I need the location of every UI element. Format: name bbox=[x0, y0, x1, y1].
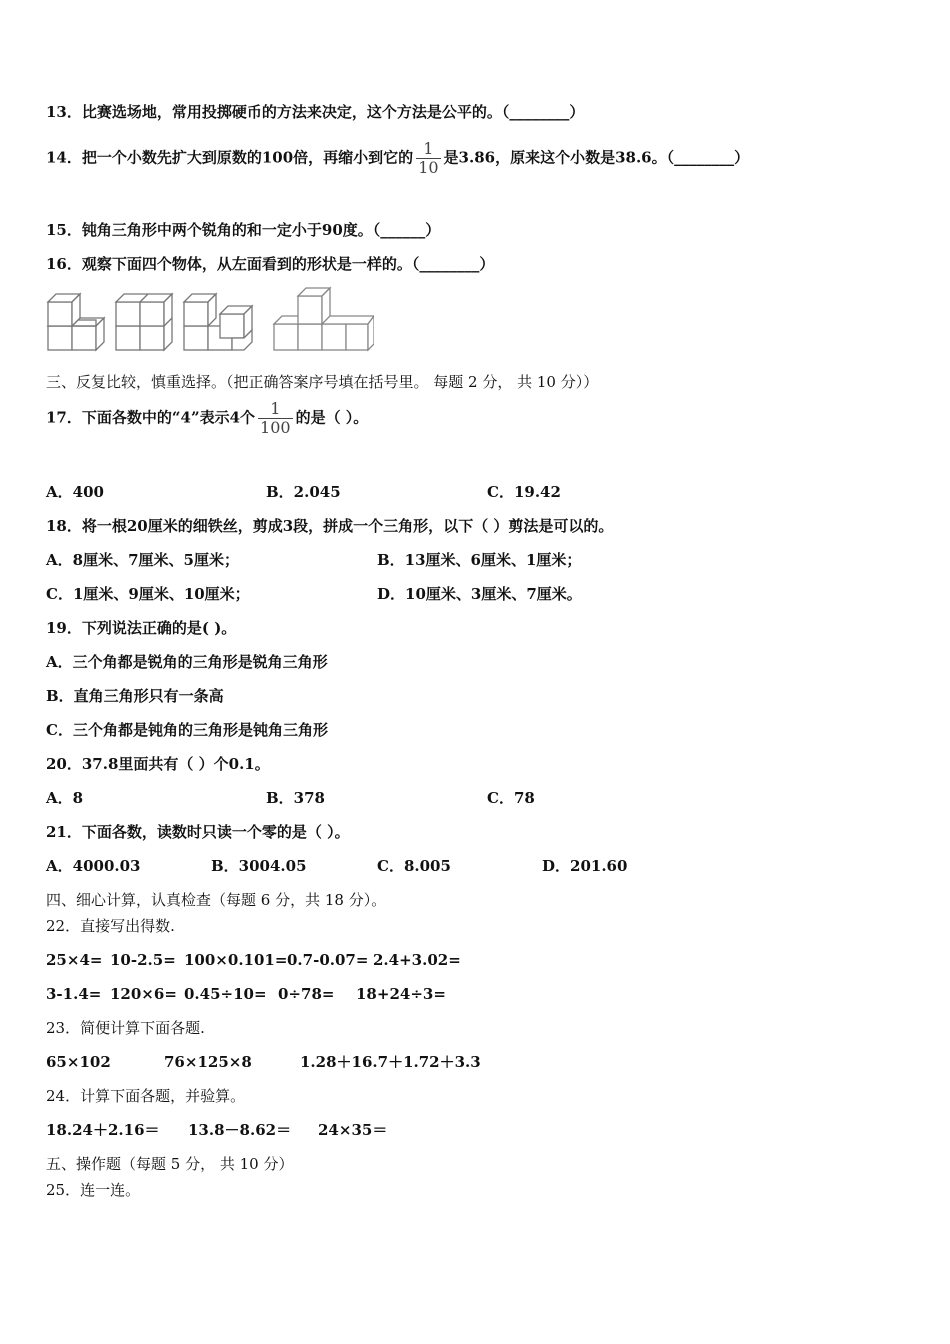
option-d[interactable]: D．201.60 bbox=[542, 857, 628, 875]
question-23-text: 23．简便计算下面各题. bbox=[46, 1019, 205, 1037]
option-c[interactable]: C．三个角都是钝角的三角形是钝角三角形 bbox=[46, 721, 328, 739]
calc-item: 25×4= bbox=[46, 951, 103, 969]
calc-item: 0÷78= bbox=[278, 985, 335, 1003]
fraction-one-hundredth bbox=[258, 400, 293, 437]
question-24-text: 24．计算下面各题，并验算。 bbox=[46, 1087, 246, 1105]
option-a[interactable]: A．8 bbox=[46, 789, 84, 807]
option-b[interactable]: B．直角三角形只有一条高 bbox=[46, 687, 224, 705]
question-18-text: 18．将一根20厘米的细铁丝，剪成3段，拼成一个三角形，以下（ ）剪法是可以的。 bbox=[46, 517, 614, 535]
calc-item: 120×6= bbox=[110, 985, 177, 1003]
question-22-text: 22．直接写出得数. bbox=[46, 917, 175, 935]
calc-item: 3-1.4= bbox=[46, 985, 102, 1003]
question-17 bbox=[46, 400, 368, 437]
option-b[interactable]: B．3004.05 bbox=[211, 857, 307, 875]
calc-item: 76×125×8 bbox=[164, 1053, 252, 1071]
answer-blank[interactable]: （________） bbox=[501, 103, 585, 121]
question-17-text-pre: 17．下面各数中的“4”表示4个 bbox=[46, 408, 256, 427]
answer-blank[interactable]: （________） bbox=[411, 255, 495, 273]
calc-item: 100×0.101= bbox=[184, 951, 288, 969]
fraction-denominator: 10 bbox=[418, 158, 439, 177]
option-a[interactable]: A．4000.03 bbox=[46, 857, 141, 875]
calc-item: 18.24＋2.16＝ bbox=[46, 1121, 160, 1139]
question-19-text: 19．下列说法正确的是( )。 bbox=[46, 619, 237, 637]
calc-item: 65×102 bbox=[46, 1053, 111, 1071]
question-13-text: 13．比赛选场地，常用投掷硬币的方法来决定，这个方法是公平的。 bbox=[46, 103, 502, 121]
option-a[interactable]: A．400 bbox=[46, 483, 104, 501]
question-17-text-post: 的是（ ）。 bbox=[295, 408, 369, 427]
question-15-text: 15．钝角三角形中两个锐角的和一定小于90度。 bbox=[46, 221, 373, 239]
question-16-text: 16．观察下面四个物体，从左面看到的形状是一样的。 bbox=[46, 255, 412, 273]
question-14 bbox=[46, 140, 749, 177]
cube-figure-3 bbox=[184, 294, 252, 350]
section-4-title: 四、细心计算，认真检查（每题 6 分，共 18 分）。 bbox=[46, 891, 387, 909]
calc-item: 0.7-0.07= bbox=[287, 951, 369, 969]
question-25-text: 25．连一连。 bbox=[46, 1181, 141, 1199]
calc-item: 13.8－8.62＝ bbox=[188, 1121, 292, 1139]
calc-item: 24×35＝ bbox=[318, 1121, 388, 1139]
fraction-numerator: 1 bbox=[270, 399, 281, 418]
cube-figure-2 bbox=[116, 294, 172, 350]
answer-blank[interactable]: （________） bbox=[666, 148, 750, 167]
cube-figures bbox=[44, 286, 374, 356]
question-14-text-pre: 14．把一个小数先扩大到原数的100倍，再缩小到它的 bbox=[46, 148, 414, 167]
option-d[interactable]: D．10厘米、3厘米、7厘米。 bbox=[377, 585, 582, 603]
option-c[interactable]: C．78 bbox=[487, 789, 535, 807]
fraction-one-tenth bbox=[416, 140, 440, 177]
calc-item: 18+24÷3= bbox=[356, 985, 446, 1003]
calc-item: 2.4+3.02= bbox=[373, 951, 461, 969]
fraction-numerator: 1 bbox=[423, 139, 434, 158]
cube-figure-4 bbox=[274, 288, 374, 350]
answer-blank[interactable]: （______） bbox=[372, 221, 441, 239]
cube-figure-1 bbox=[48, 294, 104, 350]
calc-item: 10-2.5= bbox=[110, 951, 176, 969]
question-16 bbox=[46, 254, 494, 274]
question-15 bbox=[46, 220, 440, 240]
question-21-text: 21．下面各数，读数时只读一个零的是（ ）。 bbox=[46, 823, 350, 841]
option-a[interactable]: A．8厘米、7厘米、5厘米； bbox=[46, 551, 239, 569]
calc-item: 1.28＋16.7＋1.72＋3.3 bbox=[300, 1053, 481, 1071]
section-5-title: 五、操作题（每题 5 分， 共 10 分） bbox=[46, 1155, 294, 1173]
option-c[interactable]: C．8.005 bbox=[377, 857, 451, 875]
option-b[interactable]: B．2.045 bbox=[266, 483, 341, 501]
calc-item: 0.45÷10= bbox=[184, 985, 267, 1003]
option-c[interactable]: C．19.42 bbox=[487, 483, 561, 501]
question-20-text: 20．37.8里面共有（ ）个0.1。 bbox=[46, 755, 270, 773]
question-13 bbox=[46, 102, 584, 122]
fraction-denominator: 100 bbox=[260, 418, 291, 437]
question-14-text-post: 是3.86，原来这个小数是38.6。 bbox=[443, 148, 667, 167]
option-c[interactable]: C．1厘米、9厘米、10厘米； bbox=[46, 585, 250, 603]
option-b[interactable]: B．378 bbox=[266, 789, 325, 807]
section-3-title: 三、反复比较，慎重选择。（把正确答案序号填在括号里。 每题 2 分， 共 10 分）） bbox=[46, 373, 599, 391]
option-b[interactable]: B．13厘米、6厘米、1厘米； bbox=[377, 551, 582, 569]
option-a[interactable]: A．三个角都是锐角的三角形是锐角三角形 bbox=[46, 653, 328, 671]
